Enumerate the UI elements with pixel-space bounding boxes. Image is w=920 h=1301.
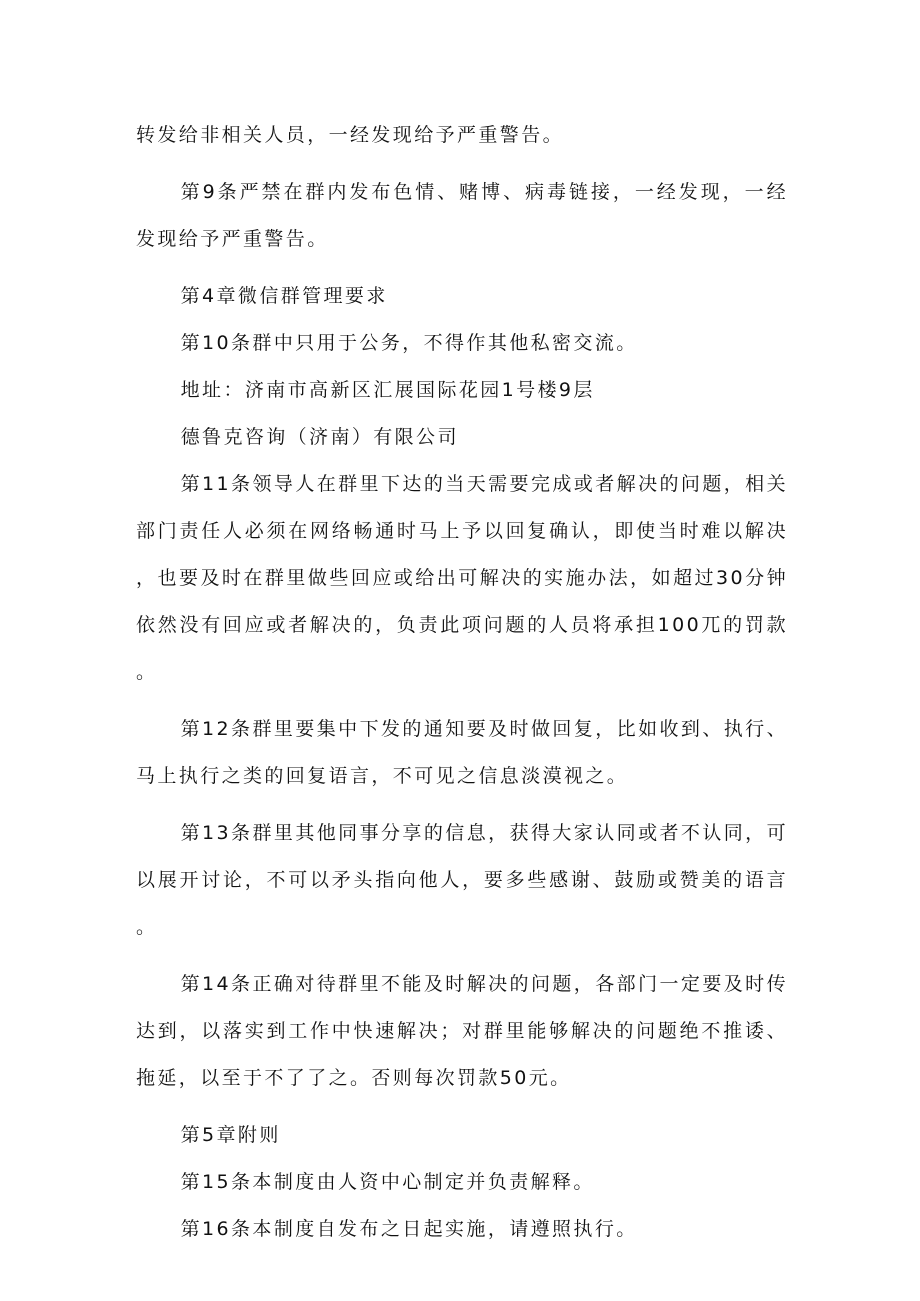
article-11: 第11条领导人在群里下达的当天需要完成或者解决的问题，相关部门责任人必须在网络畅通时马上予以回复确认，即使当时难以解决，也要及时在群里做些回应或给出可解决的实施办法，如超过30分钟依然没有回应或者解决的，负责此项问题的人员将承担100兀的罚款。 [136,473,788,683]
article-15: 第15条本制度由人资中心制定并负责解释。 [180,1171,595,1193]
continued-paragraph: 转发给非相关人员，一经发现给予严重警告。 [136,124,565,146]
article-12: 第12条群里要集中下发的通知要及时做回复，比如收到、执行、马上执行之类的回复语言，不可见之信息淡漠视之。 [136,718,788,787]
chapter-5-title: 第5章附则 [180,1124,281,1146]
article-10: 第10条群中只用于公务，不得作其他私密交流。 [180,332,638,354]
article-16: 第16条本制度自发布之日起实施，请遵照执行。 [180,1218,638,1240]
address-line: 地址：济南市高新区汇展国际花园1号楼9层 [180,379,595,401]
article-14: 第14条正确对待群里不能及时解决的问题，各部门一定要及时传达到，以落实到工作中快速解决；对群里能够解决的问题绝不推诿、拖延，以至于不了了之。否则每次罚款50元。 [136,973,788,1089]
document-page [136,112,788,1253]
article-13: 第13条群里其他同事分享的信息，获得大家认同或者不认同，可以展开讨论，不可以矛头指向他人，要多些感谢、鼓励或赞美的语言。 [136,822,788,938]
company-name: 德鲁克咨询（济南）有限公司 [180,426,459,448]
chapter-4-title: 第4章微信群管理要求 [180,285,388,307]
article-9: 第9条严禁在群内发布色情、赌博、病毒链接，一经发现，一经发现给予严重警告。 [136,181,788,250]
